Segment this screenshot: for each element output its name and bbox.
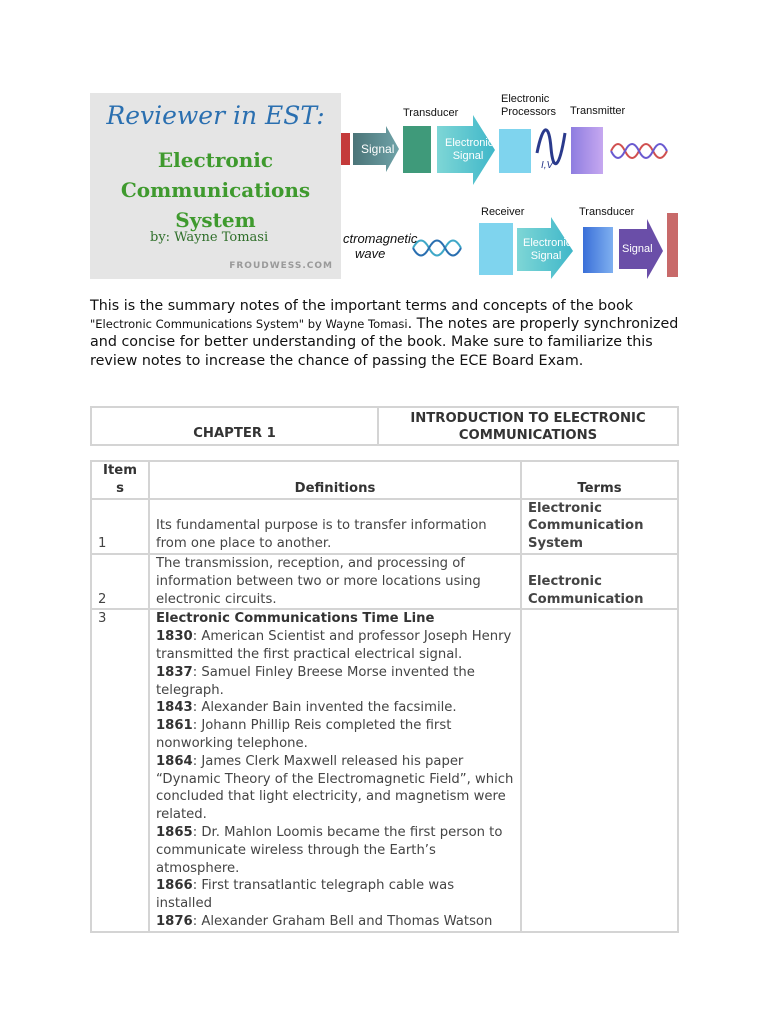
row-term: Electronic Communication System [521, 499, 678, 554]
transducer-label-top: Transducer [403, 107, 459, 119]
row-number: 2 [91, 554, 149, 609]
row-term [521, 609, 678, 931]
timeline-event: 1830: American Scientist and professor Joseph Henry transmitted the first practical electrical signal. [156, 629, 512, 662]
processors-label: Electronic Processors [501, 93, 557, 118]
reviewer-title: Reviewer in EST: [106, 101, 325, 130]
row-number: 3 [91, 609, 149, 931]
chapter-title: INTRODUCTION TO ELECTRONIC COMMUNICATIONS [378, 407, 678, 445]
banner-image [90, 93, 678, 279]
processor-block [499, 129, 531, 173]
byline: by: Wayne Tomasi [150, 230, 269, 245]
intro-paragraph: This is the summary notes of the important terms and concepts of the book "Electronic Communications System" by Wayne Tomasi. The notes are properly synchronized and concise for better understanding of the book. Make sure to familiarize this review notes to increase the chance of passing the ECE Board Exam. [90, 298, 679, 369]
electronic-signal-label-top: Electronic Signal [445, 137, 494, 162]
watermark: FROUDWESS.COM [229, 261, 333, 271]
transducer-label-bottom: Transducer [579, 206, 635, 218]
book-title: Electronic Communications System [120, 148, 311, 232]
transmitter-label: Transmitter [570, 105, 626, 117]
row-number: 1 [91, 499, 149, 554]
transmitter-block [571, 127, 603, 174]
communication-diagram [341, 93, 678, 279]
chapter-header-table [90, 406, 679, 446]
book-reference: "Electronic Communications System" by Wayne Tomasi [90, 317, 408, 332]
row-term: Electronic Communication [521, 554, 678, 609]
header-terms: Terms [521, 461, 678, 499]
row-definition: The transmission, reception, and processing of information between two or more locations using electronic circuits. [149, 554, 521, 609]
timeline-event: 1865: Dr. Mahlon Loomis became the first person to communicate wireless through the Earth’s atmosphere. [156, 824, 503, 876]
timeline-event: 1876: Alexander Graham Bell and Thomas Watson [156, 913, 493, 929]
table-row [91, 499, 678, 554]
definitions-table [90, 460, 679, 933]
header-definitions: Definitions [149, 461, 521, 499]
source-edge [341, 133, 350, 165]
destination-edge [667, 213, 678, 277]
timeline-heading: Electronic Communications Time Line [156, 611, 435, 627]
timeline-event: 1837: Samuel Finley Breese Morse invented the telegraph. [156, 664, 475, 698]
header-items: Item s [91, 461, 149, 499]
table-row [91, 609, 678, 931]
iv-label: I,V [541, 160, 554, 171]
receiver-label: Receiver [481, 206, 525, 218]
table-header-row [91, 461, 678, 499]
em-wave-label: ctromagnetic wave [343, 231, 418, 261]
timeline-cell [149, 609, 521, 931]
receiver-block [479, 223, 513, 275]
signal-label-bottom: Signal [622, 243, 653, 255]
transducer-block-top [403, 126, 431, 173]
timeline-event: 1861: Johann Phillip Reis completed the first nonworking telephone. [156, 718, 452, 751]
timeline-event: 1864: James Clerk Maxwell released his paper “Dynamic Theory of the Electromagnetic Field”, which concluded that light electricity, and magnetism were related. [156, 753, 514, 823]
timeline-event: 1843: Alexander Bain invented the facsimile. [156, 700, 457, 716]
row-definition: Its fundamental purpose is to transfer information from one place to another. [149, 499, 521, 554]
signal-label-top: Signal [361, 142, 395, 156]
transducer-block-bottom [583, 227, 613, 273]
timeline-event: 1866: First transatlantic telegraph cable was installed [156, 878, 455, 912]
electronic-signal-label-bottom: Electronic Signal [523, 237, 572, 262]
chapter-label: CHAPTER 1 [91, 407, 378, 445]
table-row [91, 554, 678, 609]
reviewer-cover [90, 93, 341, 279]
processor-waveform [537, 130, 565, 164]
